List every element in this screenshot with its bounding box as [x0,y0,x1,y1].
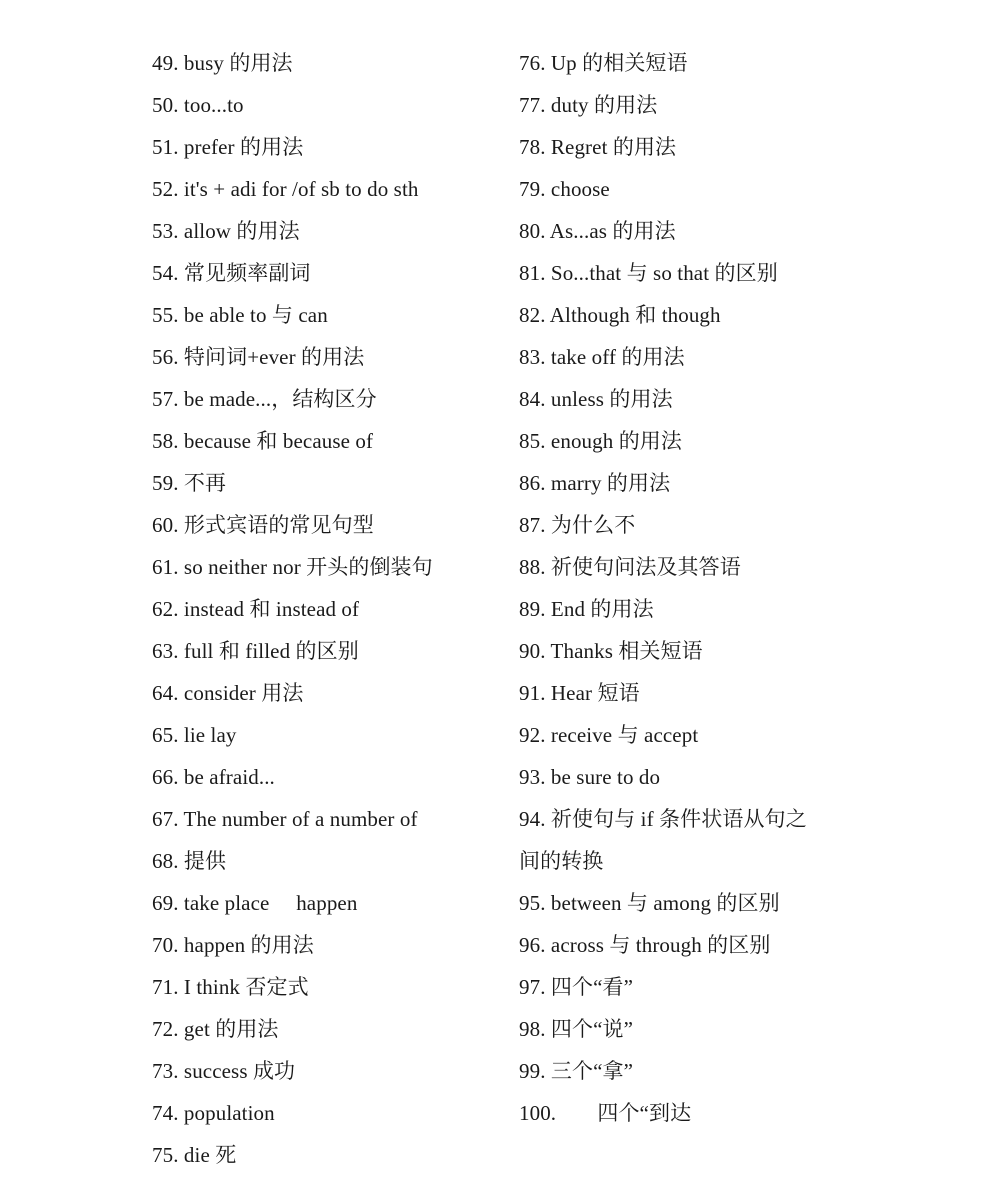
item-text: success 成功 [183,1059,296,1083]
item-text: 祈使句与 if 条件状语从句之 [550,807,807,831]
list-item [152,210,502,252]
item-number: 50. [152,93,179,117]
item-number: 70. [152,933,179,957]
item-number: 91. [519,681,546,705]
item-text: 三个“拿” [550,1059,634,1083]
list-item [152,966,502,1008]
item-text: 为什么不 [550,513,636,537]
item-text: 提供 [183,849,227,873]
list-item [519,840,859,882]
item-number: 63. [152,639,179,663]
item-text: 间的转换 [519,849,604,873]
item-number: 76. [519,51,546,75]
item-number: 60. [152,513,179,537]
list-item [519,462,859,504]
list-item [152,756,502,798]
list-item [519,546,859,588]
list-item [519,1008,859,1050]
item-number: 85. [519,429,546,453]
list-item [152,420,502,462]
list-item [519,714,859,756]
list-item [519,168,859,210]
item-text: Thanks 相关短语 [550,639,703,663]
item-text: The number of a number of [183,807,418,831]
item-text: take off 的用法 [550,345,685,369]
item-text: 四个“看” [550,975,634,999]
item-number: 82. [519,303,546,327]
list-item [152,1092,502,1134]
item-text: Up 的相关短语 [550,51,688,75]
item-number: 73. [152,1059,179,1083]
item-number: 75. [152,1143,179,1167]
item-number: 64. [152,681,179,705]
item-text: 不再 [183,471,227,495]
item-text: across 与 through 的区别 [550,933,771,957]
item-text: because 和 because of [183,429,374,453]
item-number: 68. [152,849,179,873]
item-text: 四个“到达 [597,1101,692,1125]
item-number: 61. [152,555,179,579]
item-number: 72. [152,1017,179,1041]
list-item [152,378,502,420]
item-number: 80. [519,219,546,243]
list-item [519,966,859,1008]
item-number: 79. [519,177,546,201]
item-text: be sure to do [550,765,661,789]
item-number: 67. [152,807,179,831]
item-text: instead 和 instead of [183,597,360,621]
item-text: I think 否定式 [183,975,309,999]
item-number: 74. [152,1101,179,1125]
item-text: So...that 与 so that 的区别 [550,261,778,285]
item-number: 57. [152,387,179,411]
item-number: 92. [519,723,546,747]
list-item [152,882,502,924]
list-item [519,1092,859,1134]
list-item [152,42,502,84]
list-item [152,252,502,294]
item-text: Although 和 though [549,303,721,327]
item-number: 99. [519,1059,546,1083]
item-number: 62. [152,597,179,621]
list-item [519,882,859,924]
item-number: 56. [152,345,179,369]
item-text: it's + adi for /of sb to do sth [183,177,419,201]
item-text: prefer 的用法 [183,135,304,159]
item-number: 52. [152,177,179,201]
list-item [519,84,859,126]
list-item [519,336,859,378]
item-text: marry 的用法 [550,471,671,495]
item-number: 49. [152,51,179,75]
item-text: 特问词+ever 的用法 [183,345,365,369]
item-number: 81. [519,261,546,285]
item-number: 78. [519,135,546,159]
item-text: be afraid... [183,765,275,789]
list-item [152,672,502,714]
item-number: 90. [519,639,546,663]
item-text: between 与 among 的区别 [550,891,780,915]
item-number: 97. [519,975,546,999]
item-number: 69. [152,891,179,915]
list-item [152,336,502,378]
item-number: 84. [519,387,546,411]
item-number: 94. [519,807,546,831]
item-text: get 的用法 [183,1017,279,1041]
item-text: so neither nor 开头的倒装句 [183,555,433,579]
item-text: too...to [183,93,244,117]
item-text: 四个“说” [550,1017,634,1041]
item-text: 常见频率副词 [183,261,311,285]
list-item [152,126,502,168]
item-text: die 死 [183,1143,237,1167]
list-item [519,252,859,294]
list-item [152,630,502,672]
item-text: unless 的用法 [550,387,673,411]
item-text: take place happen [183,891,358,915]
list-item [152,546,502,588]
right-column [519,42,859,1134]
list-item [519,378,859,420]
item-text: be made...，结构区分 [183,387,377,411]
list-item [152,840,502,882]
list-item [519,210,859,252]
item-number: 100. [519,1101,557,1125]
list-item [519,504,859,546]
item-text: As...as 的用法 [549,219,676,243]
list-item [519,588,859,630]
item-number: 65. [152,723,179,747]
item-number: 96. [519,933,546,957]
item-text: duty 的用法 [550,93,658,117]
list-item [152,1134,502,1176]
list-item [152,714,502,756]
item-text: receive 与 accept [550,723,699,747]
item-number: 53. [152,219,179,243]
item-number: 66. [152,765,179,789]
list-item [152,1050,502,1092]
item-text: busy 的用法 [183,51,293,75]
item-number: 59. [152,471,179,495]
list-item [519,630,859,672]
list-item [152,1008,502,1050]
left-column [152,42,502,1176]
list-item [152,168,502,210]
item-number: 98. [519,1017,546,1041]
list-item [519,126,859,168]
item-number: 86. [519,471,546,495]
item-number: 54. [152,261,179,285]
item-number: 77. [519,93,546,117]
list-item [519,294,859,336]
list-item [152,924,502,966]
list-item [152,462,502,504]
list-item [519,420,859,462]
list-item [152,798,502,840]
item-text: lie lay [183,723,237,747]
item-text: Hear 短语 [550,681,640,705]
item-text: be able to 与 can [183,303,328,327]
list-item [519,672,859,714]
item-text: End 的用法 [550,597,654,621]
item-text: full 和 filled 的区别 [183,639,359,663]
list-item [519,756,859,798]
item-text: enough 的用法 [550,429,682,453]
item-text: happen 的用法 [183,933,314,957]
item-number: 55. [152,303,179,327]
list-item [519,798,859,840]
item-number: 51. [152,135,179,159]
item-number: 87. [519,513,546,537]
list-item [152,294,502,336]
list-item [519,1050,859,1092]
item-number: 58. [152,429,179,453]
item-number: 71. [152,975,179,999]
list-item [152,588,502,630]
item-text: population [183,1101,275,1125]
list-item [519,42,859,84]
item-text: choose [550,177,610,201]
item-number: 95. [519,891,546,915]
list-item [152,84,502,126]
item-text: consider 用法 [183,681,304,705]
list-item [519,924,859,966]
item-text: 形式宾语的常见句型 [183,513,374,537]
list-item [152,504,502,546]
item-number: 89. [519,597,546,621]
item-text: allow 的用法 [183,219,300,243]
item-number: 88. [519,555,546,579]
item-number: 93. [519,765,546,789]
item-text: Regret 的用法 [550,135,677,159]
item-text: 祈使句问法及其答语 [550,555,741,579]
item-number: 83. [519,345,546,369]
